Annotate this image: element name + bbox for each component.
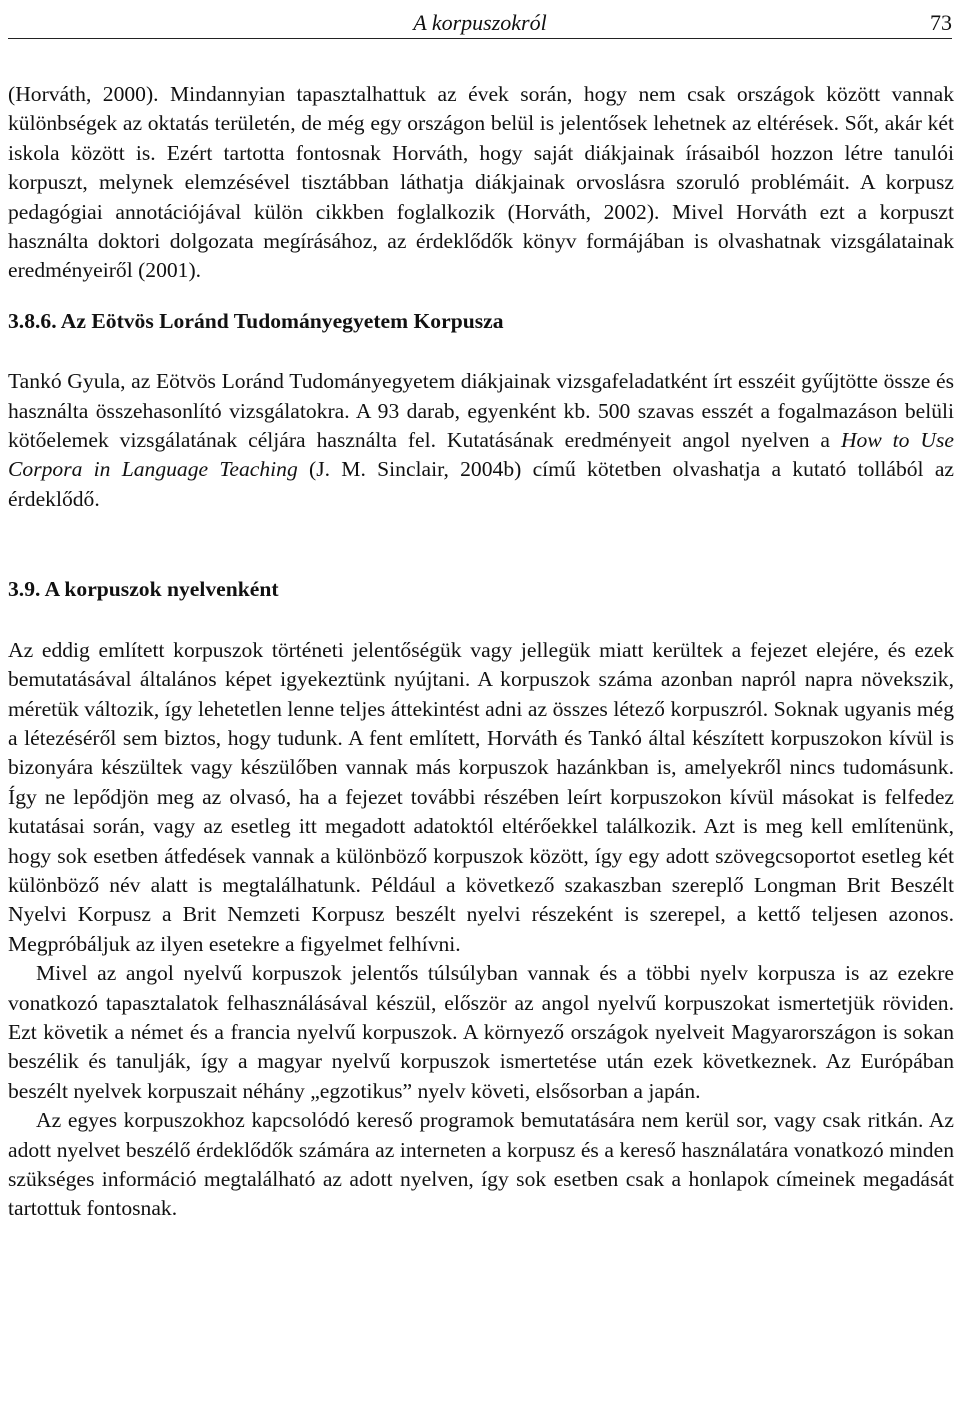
section-heading-elte-corpus: 3.8.6. Az Eötvös Loránd Tudományegyetem Korpusza [8, 308, 504, 333]
paragraph-search-programs: Az egyes korpuszokhoz kapcsolódó kereső programok bemutatására nem kerül sor, vagy csak ritkán. Az adott nyelvet beszélő érdeklődők számára az interneten a korpusz és a kereső használatára vonatkozó minden szükséges információ megtalálható az adott nyelven, így sok esetben csak a honlapok címeinek megadását tartottuk fontosnak. [8, 1108, 954, 1221]
paragraph-tanko-text-1: Tankó Gyula, az Eötvös Loránd Tudományegyetem diákjainak vizsgafeladatként írt esszéit gyűjtötte össze és használta összehasonlító vizsgálatokra. A 93 darab, egyenként kb. 500 szavas esszét a fogalmazáson belüli kötőelemek vizsgálatának céljára használta fel. Kutatásának eredményeit angol nyelven a [8, 369, 954, 453]
section-heading-corpora-by-language: 3.9. A korpuszok nyelvenként [8, 577, 279, 602]
running-title: A korpuszokról [413, 10, 547, 35]
paragraph-tanko [8, 367, 954, 514]
paragraph-tanko-text-2: (J. M. Sinclair, 2004b) című kötetben olvashatja a kutató tollából az érdeklődő. [8, 457, 954, 511]
paragraph-english-corpora: Mivel az angol nyelvű korpuszok jelentős túlsúlyban vannak és a többi nyelv korpusza is az ezekre vonatkozó tapasztalatok felhasználásával készül, először az angol nyelvű korpuszokat ismertetjük röviden. Ezt követik a német és a francia nyelvű korpuszok. A környező országok nyelveit Magyarországon is sokan beszélik és tanulják, így a magyar nyelvű korpuszok ismertetése után ezek következnek. Az Európában beszélt nyelvek korpuszait néhány „egzotikus” nyelv követi, elsősorban a japán. [8, 961, 954, 1103]
book-title: How to Use Corpora in Language Teaching [8, 428, 954, 482]
body-text [8, 80, 954, 1224]
page-number: 73 [930, 10, 952, 35]
paragraph-horvath: (Horváth, 2000). Mindannyian tapasztalhattuk az évek során, hogy nem csak országok között vannak különbségek az oktatás területén, de még egy országon belül is jelentősek lehetnek az eltérések. Sőt, akár két iskola között is. Ezért tartotta fontosnak Horváth, hogy saját diákjainak írásaiból hozzon létre tanulói korpuszt, melynek elemzésével tisztábban láthatja diákjainak orvoslásra szoruló problémáit. A korpusz pedagógiai annotációjával külön cikkben foglalkozik (Horváth, 2002). Mivel Horváth ezt a korpuszt használta doktori dolgozata megírásához, az érdeklődők könyv formájában is olvashatnak vizsgálatainak eredményeiről (2001). [8, 82, 954, 283]
running-header [8, 8, 952, 39]
paragraph-intro: Az eddig említett korpuszok történeti jelentőségük vagy jellegük miatt kerültek a fejezet elejére, és ezek bemutatásával általános képet igyekeztünk nyújtani. A korpuszok száma azonban napról napra növekszik, méretük változik, így lehetetlen lenne teljes áttekintést adni az összes létező korpuszról. Soknak ugyanis még a létezéséről sem biztos, hogy tudunk. A fent említett, Horváth és Tankó által készített korpuszokon kívül is bizonyára készültek vagy készülőben vannak más korpuszok hazánkban is, amelyekről nincs tudomásunk. Így ne lepődjön meg az olvasó, ha a fejezet további részében leírt korpuszokon kívül másokat is felfedez kutatásai során, vagy az esetleg itt megadott adatoktól eltérőekkel találkozik. Azt is meg kell említenünk, hogy sok esetben átfedések vannak a különböző korpuszok között, így egy adott szövegcsoportot esetleg két különböző név alatt is megtalálhatunk. Például a következő szakaszban szereplő Longman Brit Beszélt Nyelvi Korpusz a Brit Nemzeti Korpusz beszélt nyelvi részeként is szerepel, a kettő teljesen azonos. Megpróbáljuk az ilyen esetekre a figyelmet felhívni. [8, 637, 954, 956]
